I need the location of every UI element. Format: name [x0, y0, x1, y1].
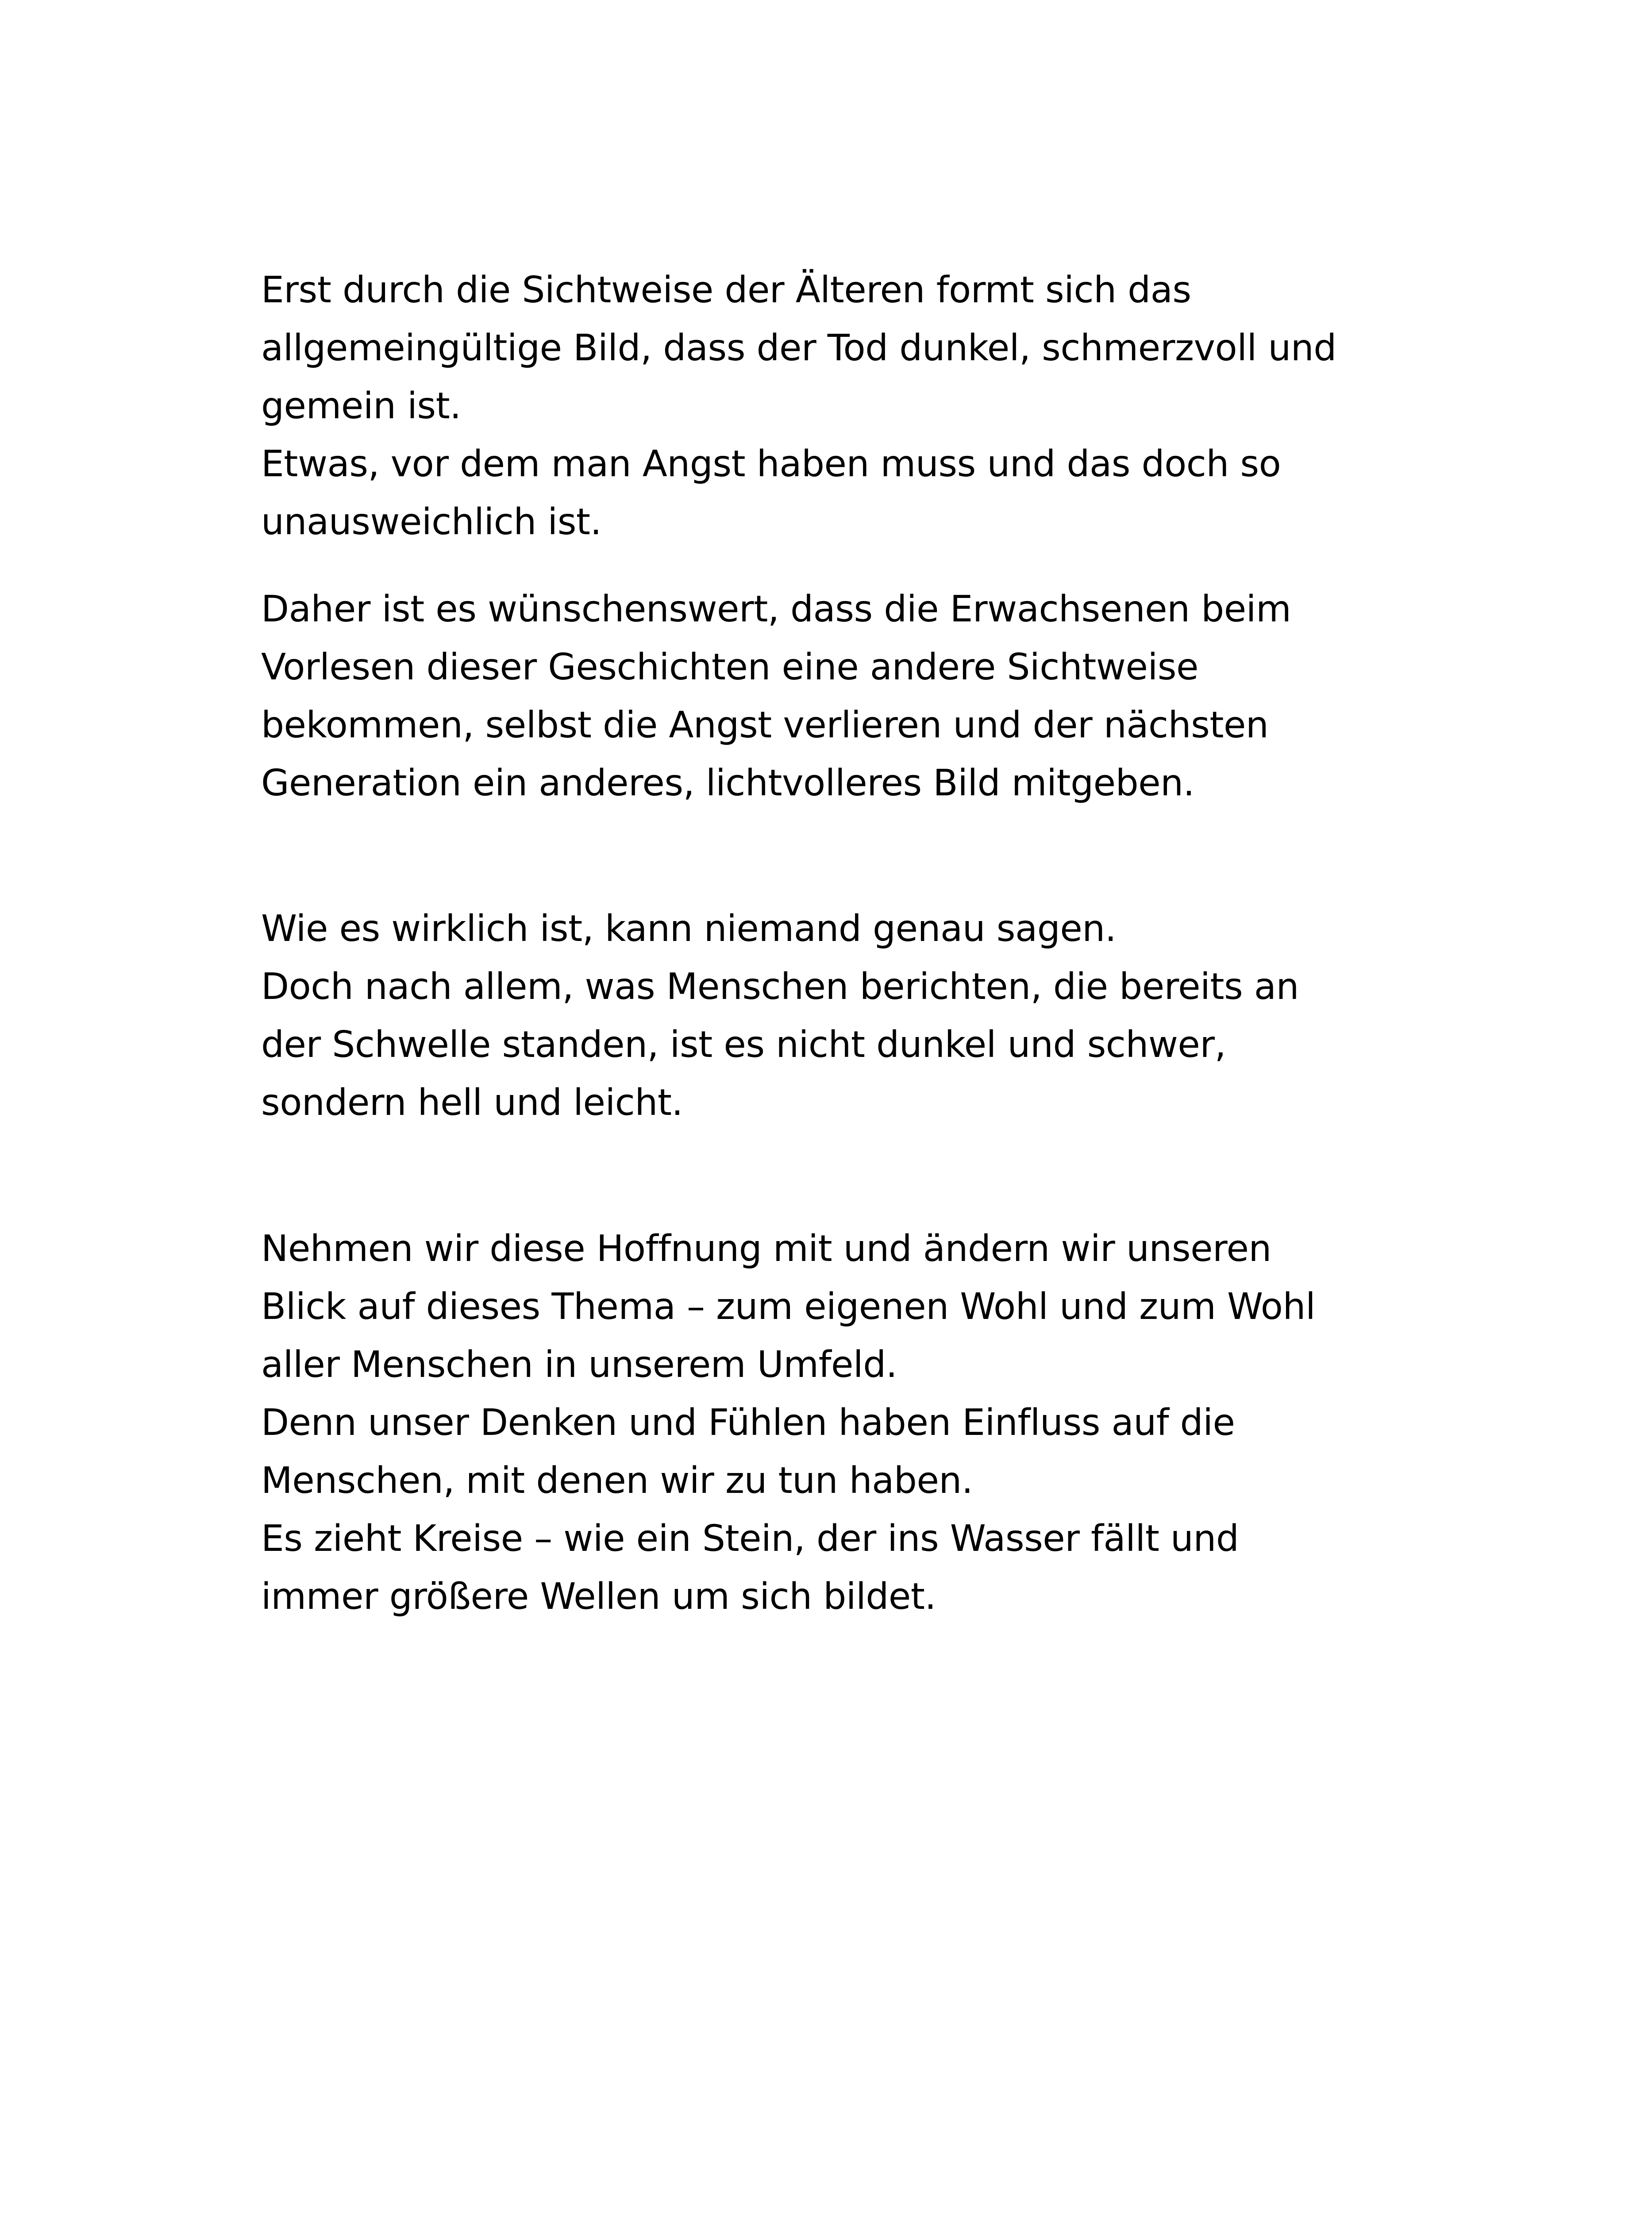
- text-line: unausweichlich ist.: [261, 501, 602, 543]
- text-line: aller Menschen in unserem Umfeld.: [261, 1344, 897, 1386]
- text-line: Wie es wirklich ist, kann niemand genau sagen.: [261, 908, 1117, 950]
- text-line: Doch nach allem, was Menschen berichten, die bereits an: [261, 966, 1299, 1008]
- text-line: bekommen, selbst die Angst verlieren und der nächsten: [261, 704, 1269, 746]
- text-line: Erst durch die Sichtweise der Älteren formt sich das: [261, 269, 1191, 311]
- paragraph-3: [261, 900, 1434, 1132]
- text-line: immer größere Wellen um sich bildet.: [261, 1576, 936, 1618]
- text-line: Generation ein anderes, lichtvolleres Bild mitgeben.: [261, 762, 1195, 804]
- paragraph-2: [261, 580, 1434, 812]
- text-line: Blick auf dieses Thema – zum eigenen Wohl und zum Wohl: [261, 1286, 1316, 1328]
- text-line: sondern hell und leicht.: [261, 1082, 683, 1124]
- text-line: gemein ist.: [261, 385, 461, 427]
- text-line: Menschen, mit denen wir zu tun haben.: [261, 1460, 973, 1502]
- text-line: Vorlesen dieser Geschichten eine andere Sichtweise: [261, 646, 1198, 688]
- text-line: Denn unser Denken und Fühlen haben Einfluss auf die: [261, 1402, 1235, 1444]
- text-line: Nehmen wir diese Hoffnung mit und ändern wir unseren: [261, 1228, 1271, 1270]
- paragraph-4: [261, 1220, 1434, 1626]
- text-line: Daher ist es wünschenswert, dass die Erwachsenen beim: [261, 588, 1291, 630]
- paragraph-1: [261, 261, 1434, 551]
- text-line: allgemeingültige Bild, dass der Tod dunkel, schmerzvoll und: [261, 327, 1336, 369]
- text-line: der Schwelle standen, ist es nicht dunkel und schwer,: [261, 1024, 1226, 1066]
- text-line: Etwas, vor dem man Angst haben muss und das doch so: [261, 443, 1281, 485]
- text-line: Es zieht Kreise – wie ein Stein, der ins Wasser fällt und: [261, 1518, 1239, 1560]
